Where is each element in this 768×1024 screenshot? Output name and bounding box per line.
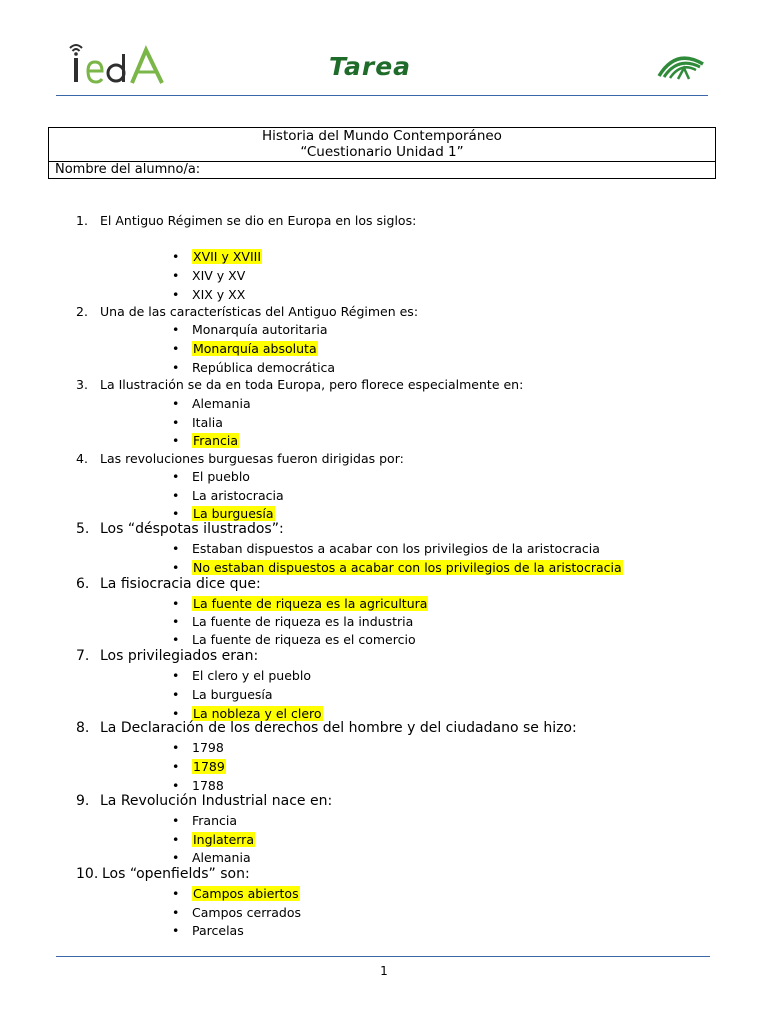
bullet-icon: •	[172, 322, 180, 337]
option-item	[172, 415, 223, 430]
question-text: Las revoluciones burguesas fueron dirigidas por:	[100, 451, 404, 466]
header-divider	[56, 95, 708, 96]
question-text: La Revolución Industrial nace en:	[100, 793, 333, 809]
option-item	[172, 488, 284, 503]
bullet-icon: •	[172, 886, 180, 901]
option-text-highlighted: La nobleza y el clero	[193, 706, 322, 721]
option-text: El clero y el pueblo	[192, 668, 311, 683]
bullet-icon: •	[172, 687, 180, 702]
option-text-highlighted: La burguesía	[193, 506, 274, 521]
footer-divider	[56, 956, 710, 957]
question-9	[76, 793, 332, 809]
question-3	[76, 377, 523, 392]
option-item	[172, 832, 255, 847]
bullet-icon: •	[172, 268, 180, 283]
option-item	[172, 778, 224, 793]
question-number: 1.	[76, 213, 88, 228]
option-text: Parcelas	[192, 923, 244, 938]
bullet-icon: •	[172, 559, 180, 575]
question-number: 9.	[76, 793, 90, 809]
question-5	[76, 521, 284, 537]
bullet-icon: •	[172, 249, 180, 264]
option-item	[172, 886, 300, 901]
page-number: 1	[380, 964, 388, 978]
option-item	[172, 360, 335, 375]
option-item	[172, 614, 413, 629]
course-title-cell	[49, 128, 715, 161]
page-title: Tarea	[328, 52, 412, 81]
option-text: XIX y XX	[192, 287, 246, 302]
question-number: 6.	[76, 576, 90, 592]
option-item	[172, 322, 327, 337]
bullet-icon: •	[172, 850, 180, 865]
option-text-highlighted: Monarquía absoluta	[193, 341, 317, 356]
header-table	[48, 127, 716, 179]
bullet-icon: •	[172, 287, 180, 302]
bullet-icon: •	[172, 614, 180, 629]
question-8	[76, 720, 577, 736]
bullet-icon: •	[172, 596, 180, 611]
option-text: XIV y XV	[192, 268, 246, 283]
option-text-highlighted: 1789	[193, 759, 225, 774]
option-text: La burguesía	[192, 687, 273, 702]
option-text: La aristocracia	[192, 487, 284, 503]
question-number: 5.	[76, 521, 90, 537]
question-text: Los privilegiados eran:	[100, 648, 259, 664]
option-text: El pueblo	[192, 469, 250, 484]
bullet-icon: •	[172, 759, 180, 774]
option-text: La fuente de riqueza es el comercio	[192, 632, 416, 647]
bullet-icon: •	[172, 414, 180, 430]
option-item	[172, 506, 275, 521]
option-item	[172, 433, 239, 448]
question-1	[76, 213, 416, 228]
course-name: Historia del Mundo Contemporáneo	[262, 128, 502, 144]
question-number: 3.	[76, 377, 88, 392]
bullet-icon: •	[172, 541, 180, 556]
option-text: Alemania	[192, 850, 251, 865]
option-item	[172, 287, 245, 302]
question-number: 10.	[76, 866, 99, 882]
junta-andalucia-logo	[656, 50, 706, 80]
option-item	[172, 923, 244, 938]
option-text-highlighted: Inglaterra	[193, 831, 254, 847]
questionnaire-title: “Cuestionario Unidad 1”	[300, 144, 464, 160]
option-text-highlighted: XVII y XVIII	[193, 249, 262, 264]
bullet-icon: •	[172, 632, 180, 647]
option-text: Alemania	[192, 396, 251, 411]
question-number: 4.	[76, 451, 88, 466]
question-7	[76, 648, 258, 664]
question-text: Los “déspotas ilustrados”:	[100, 521, 284, 537]
student-name-field[interactable]: Nombre del alumno/a:	[49, 161, 715, 178]
option-item	[172, 596, 428, 611]
question-number: 8.	[76, 720, 90, 736]
option-item	[172, 249, 262, 264]
option-text: La fuente de riqueza es la industria	[192, 614, 414, 629]
option-item	[172, 706, 323, 721]
ieda-logo	[66, 40, 170, 88]
question-text: Una de las características del Antiguo Régimen es:	[100, 304, 419, 319]
question-text: La Declaración de los derechos del hombre y del ciudadano se hizo:	[100, 720, 577, 736]
option-text: Campos cerrados	[192, 904, 302, 920]
option-item	[172, 541, 600, 556]
option-text: Estaban dispuestos a acabar con los privilegios de la aristocracia	[192, 541, 600, 556]
option-text-highlighted: Francia	[193, 433, 239, 448]
option-item	[172, 341, 318, 356]
bullet-icon: •	[172, 433, 180, 448]
option-item	[172, 469, 250, 484]
question-10	[76, 866, 250, 882]
bullet-icon: •	[172, 506, 180, 521]
question-text: Los “openfields” son:	[102, 866, 250, 882]
question-6	[76, 576, 261, 592]
option-item	[172, 687, 273, 702]
option-text: Monarquía autoritaria	[192, 322, 328, 337]
option-item	[172, 813, 237, 828]
option-item	[172, 740, 224, 755]
bullet-icon: •	[172, 923, 180, 938]
bullet-icon: •	[172, 341, 180, 356]
question-text: El Antiguo Régimen se dio en Europa en los siglos:	[100, 213, 417, 228]
bullet-icon: •	[172, 740, 180, 755]
question-2	[76, 304, 418, 319]
option-item	[172, 560, 623, 575]
option-text-highlighted: Campos abiertos	[193, 886, 299, 901]
option-item	[172, 396, 251, 411]
option-text: 1798	[192, 740, 224, 755]
question-number: 7.	[76, 648, 90, 664]
option-text: 1788	[192, 778, 224, 793]
bullet-icon: •	[172, 469, 180, 484]
option-item	[172, 632, 416, 647]
bullet-icon: •	[172, 396, 180, 411]
bullet-icon: •	[172, 831, 180, 847]
option-text: República democrática	[192, 360, 336, 375]
option-item	[172, 668, 311, 683]
option-text: Italia	[192, 414, 223, 430]
bullet-icon: •	[172, 813, 180, 828]
option-text-highlighted: No estaban dispuestos a acabar con los privilegios de la aristocracia	[193, 559, 622, 575]
bullet-icon: •	[172, 487, 180, 503]
question-text: La Ilustración se da en toda Europa, pero florece especialmente en:	[100, 377, 524, 392]
option-item	[172, 268, 245, 283]
question-number: 2.	[76, 304, 88, 319]
option-text: Francia	[192, 813, 238, 828]
question-text: La fisiocracia dice que:	[100, 576, 261, 592]
option-text-highlighted: La fuente de riqueza es la agricultura	[193, 596, 428, 611]
bullet-icon: •	[172, 360, 180, 375]
option-item	[172, 905, 301, 920]
bullet-icon: •	[172, 778, 180, 793]
bullet-icon: •	[172, 706, 180, 721]
bullet-icon: •	[172, 904, 180, 920]
bullet-icon: •	[172, 668, 180, 683]
option-item	[172, 759, 226, 774]
option-item	[172, 850, 251, 865]
question-4	[76, 451, 404, 466]
